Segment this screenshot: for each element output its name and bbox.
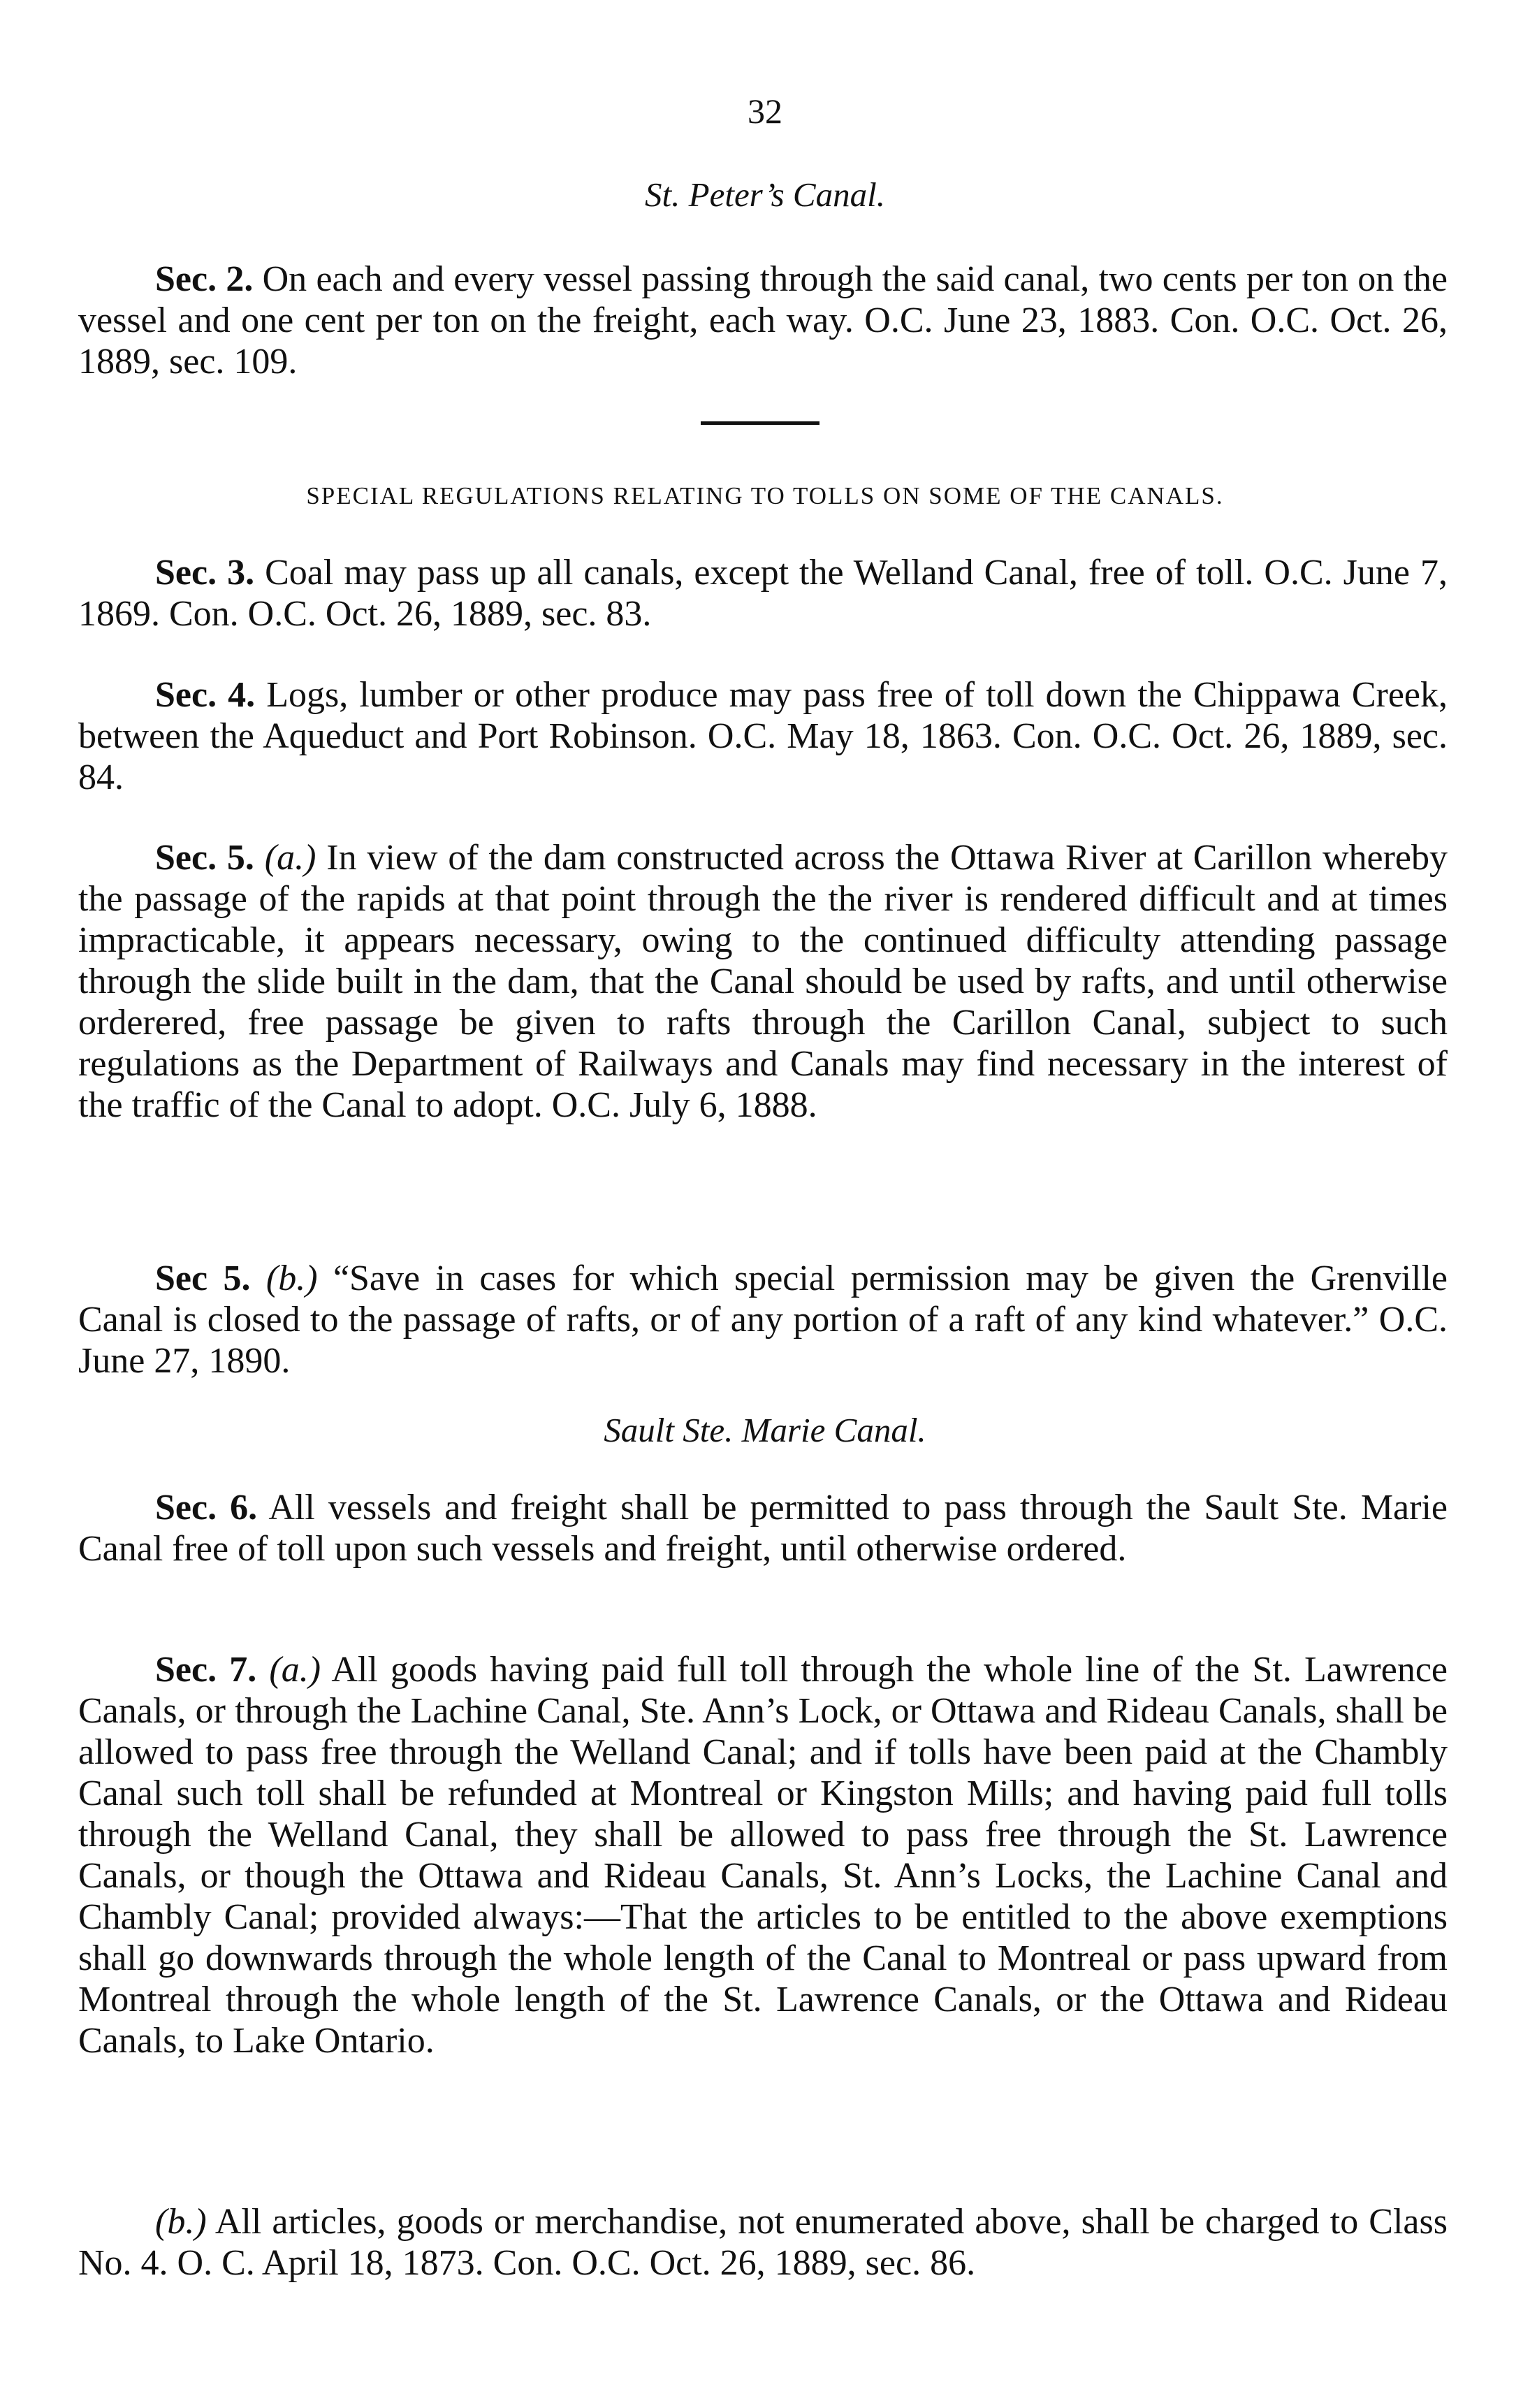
- section-label: Sec. 5.: [155, 838, 254, 878]
- paragraph-sec-7a: [78, 1649, 1448, 2061]
- divider-rule: [701, 421, 819, 425]
- paragraph-sec-2: [78, 259, 1448, 382]
- subsection-label: (b.): [265, 1259, 318, 1298]
- paragraph-sec-4: [78, 674, 1448, 798]
- section-title-sault-ste-marie: Sault Ste. Marie Canal.: [604, 1411, 926, 1449]
- paragraph-text: “Save in cases for which special permission may be given the Grenville Canal is closed to the passage of rafts, or of any portion of a raft of any kind whatever.” O.C. June 27, 1890.: [78, 1259, 1448, 1381]
- section-label: Sec. 3.: [155, 553, 255, 593]
- paragraph-text: In view of the dam constructed across the Ottawa River at Carillon whereby the passage of the rapids at that point through the the river is rendered difficult and at times impracticable, it appears necessary, owing to the continued difficulty attending passage through the slide built in the dam, that the Canal should be used by rafts, and until otherwise orderered, free passage be given to rafts through the Carillon Canal, subject to such regulations as the Department of Railways and Canals may find necessary in the interest of the traffic of the Canal to adopt. O.C. July 6, 1888.: [78, 838, 1448, 1125]
- section-label: Sec. 6.: [155, 1488, 258, 1528]
- subsection-label: (a.): [269, 1650, 321, 1690]
- section-title-st-peters: St. Peter’s Canal.: [645, 175, 885, 214]
- paragraph-text: All vessels and freight shall be permitted to pass through the Sault Ste. Marie Canal free of toll upon such vessels and freight, until otherwise ordered.: [78, 1488, 1448, 1569]
- subsection-label: (b.): [155, 2202, 207, 2242]
- section-label: Sec. 2.: [155, 259, 254, 299]
- paragraph-sec-5b: [78, 1258, 1448, 1381]
- paragraph-text: All articles, goods or merchandise, not enumerated above, shall be charged to Class No. 4. O. C. April 18, 1873. Con. O.C. Oct. 26, 1889, sec. 86.: [78, 2202, 1448, 2283]
- paragraph-sec-6: [78, 1487, 1448, 1569]
- paragraph-text: Coal may pass up all canals, except the Welland Canal, free of toll. O.C. June 7, 1869. Con. O.C. Oct. 26, 1889, sec. 83.: [78, 553, 1448, 634]
- subsection-label: (a.): [264, 838, 316, 878]
- paragraph-sec-3: [78, 552, 1448, 634]
- section-label: Sec. 4.: [155, 675, 256, 715]
- section-label: Sec. 7.: [155, 1650, 257, 1690]
- special-regulations-heading: SPECIAL REGULATIONS RELATING TO TOLLS ON SOME OF THE CANALS.: [306, 482, 1224, 509]
- page-number: 32: [748, 92, 782, 131]
- paragraph-sec-7b: [78, 2201, 1448, 2284]
- paragraph-text: Logs, lumber or other produce may pass free of toll down the Chippawa Creek, between the Aqueduct and Port Robinson. O.C. May 18, 1863. Con. O.C. Oct. 26, 1889, sec. 84.: [78, 675, 1448, 797]
- paragraph-text: All goods having paid full toll through the whole line of the St. Lawrence Canals, or through the Lachine Canal, Ste. Ann’s Lock, or Ottawa and Rideau Canals, shall be allowed to pass free through the Welland Canal; and if tolls have been paid at the Chambly Canal such toll shall be refunded at Montreal or Kingston Mills; and having paid full tolls through the Welland Canal, they shall be allowed to pass free through the St. Lawrence Canals, or though the Ottawa and Rideau Canals, St. Ann’s Locks, the Lachine Canal and Chambly Canal; provided always:—That the articles to be entitled to the above exemptions shall go downwards through the whole length of the Canal to Montreal or pass upward from Montreal through the whole length of the St. Lawrence Canals, or the Ottawa and Rideau Canals, to Lake Ontario.: [78, 1650, 1448, 2061]
- paragraph-sec-5a: [78, 837, 1448, 1126]
- paragraph-text: On each and every vessel passing through the said canal, two cents per ton on the vessel and one cent per ton on the freight, each way. O.C. June 23, 1883. Con. O.C. Oct. 26, 1889, sec. 109.: [78, 259, 1448, 382]
- section-label: Sec 5.: [155, 1259, 251, 1298]
